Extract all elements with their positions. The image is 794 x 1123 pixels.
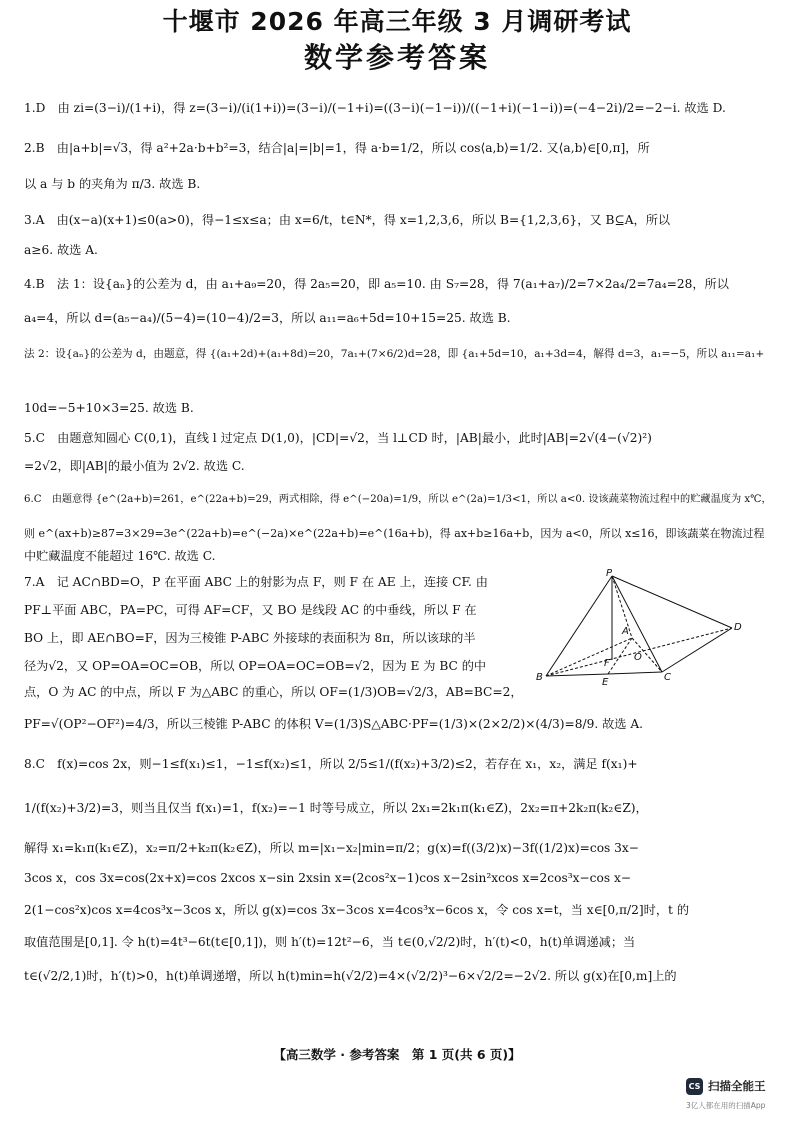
label-P: P [606, 568, 613, 579]
edge-EC [608, 672, 662, 674]
edge-PD [612, 576, 732, 628]
answer-line: 5.C 由题意知圆心 C(0,1)，直线 l 过定点 D(1,0)，|CD|=√2，当 l⊥CD 时，|AB|最小，此时|AB|=2√(4−(√2)²) [24, 431, 652, 445]
label-C: C [664, 672, 671, 683]
label-O: O [634, 652, 642, 663]
answer-line: 3.A 由(x−a)(x+1)≤0(a>0)，得−1≤x≤a；由 x=6/t，t∈N*，得 x=1,2,3,6，所以 B={1,2,3,6}，又 B⊆A，所以 [24, 213, 671, 227]
answer-line: 中贮藏温度不能超过 16℃. 故选 C. [24, 549, 216, 563]
label-E: E [602, 677, 609, 686]
scanner-tagline: 3亿人都在用的扫描App [686, 1101, 766, 1110]
answer-line: 法 2：设{aₙ}的公差为 d，由题意，得 {(a₁+2d)+(a₁+8d)=20，7a₁+(7×6/2)d=28，即 {a₁+5d=10，a₁+3d=4，解得 d=3，a₁=−5，所以 a₁₁=a₁+ [24, 348, 765, 360]
edge-CD [662, 628, 732, 672]
label-D: D [734, 622, 742, 633]
label-B: B [536, 672, 543, 683]
answer-line: 以 a 与 b 的夹角为 π/3. 故选 B. [24, 177, 201, 191]
label-F: F [604, 658, 610, 669]
answer-line: 7.A 记 AC∩BD=O，P 在平面 ABC 上的射影为点 F，则 F 在 AE 上，连接 CF. 由 [24, 575, 488, 589]
answer-line: BO 上，即 AE∩BO=F，因为三棱锥 P-ABC 外接球的表面积为 8π，所以该球的半 [24, 631, 476, 645]
exam-title: 十堰市 2026 年高三年级 3 月调研考试 [162, 7, 632, 36]
camscanner-logo-icon: CS [686, 1078, 703, 1095]
answer-line: 取值范围是[0,1]. 令 h(t)=4t³−6t(t∈[0,1])，则 h′(t)=12t²−6，当 t∈(0,√2/2)时，h′(t)<0，h(t)单调递减；当 [24, 935, 636, 949]
label-A: A [622, 626, 629, 637]
answer-line: PF=√(OP²−OF²)=4/3，所以三棱锥 P-ABC 的体积 V=(1/3)S△ABC·PF=(1/3)×(2×2/2)×(4/3)=8/9. 故选 A. [24, 717, 644, 731]
answer-line: 2.B 由|a+b|=√3，得 a²+2a·b+b²=3，结合|a|=|b|=1，得 a·b=1/2，所以 cos⟨a,b⟩=1/2. 又⟨a,b⟩∈[0,π]，所 [24, 141, 650, 155]
scanner-watermark [686, 1076, 782, 1116]
edge-BE [546, 674, 608, 676]
answer-line: 8.C f(x)=cos 2x，则−1≤f(x₁)≤1，−1≤f(x₂)≤1，所以 2/5≤1/(f(x₂)+3/2)≤2，若存在 x₁，x₂，满足 f(x₁)+ [24, 757, 638, 771]
answer-line: 3cos x，cos 3x=cos(2x+x)=cos 2xcos x−sin 2xsin x=(2cos²x−1)cos x−2sin²xcos x=2cos³x−cos x− [24, 871, 632, 885]
answer-line: 解得 x₁=k₁π(k₁∈Z)，x₂=π/2+k₂π(k₂∈Z)，所以 m=|x₁−x₂|min=π/2；g(x)=f((3/2)x)−3f((1/2)x)=cos 3x− [24, 841, 640, 855]
answer-line: 1.D 由 zi=(3−i)/(1+i)，得 z=(3−i)/(i(1+i))=(3−i)/(−1+i)=((3−i)(−1−i))/((−1+i)(−1−i))=(−4−2i)/2=−2−i. 故选 D. [24, 101, 726, 115]
pyramid-figure [536, 568, 776, 686]
answer-line: t∈(√2/2,1)时，h′(t)>0，h(t)单调递增，所以 h(t)min=h(√2/2)=4×(√2/2)³−6×√2/2=−2√2. 所以 g(x)在[0,m]上的 [24, 969, 677, 983]
answer-line: a≥6. 故选 A. [24, 243, 98, 257]
scanner-name: 扫描全能王 [708, 1079, 766, 1093]
answer-line: 径为√2，又 OP=OA=OC=OB，所以 OP=OA=OC=OB=√2，因为 E 为 BC 的中 [24, 659, 487, 673]
answer-line: 2(1−cos²x)cos x=4cos³x−3cos x，所以 g(x)=cos 3x−3cos x=4cos³x−6cos x，令 cos x=t，当 x∈[0,π/2]时，t 的 [24, 903, 690, 917]
page-footer: 【高三数学 · 参考答案 第 1 页(共 6 页)】 [273, 1047, 521, 1062]
answer-line: PF⊥平面 ABC，PA=PC，可得 AF=CF，又 BO 是线段 AC 的中垂线，所以 F 在 [24, 603, 477, 617]
answer-line: 10d=−5+10×3=25. 故选 B. [24, 401, 194, 415]
answer-line: 6.C 由题意得 {e^(2a+b)=261，e^(22a+b)=29，两式相除，得 e^(−20a)=1/9，所以 e^(2a)=1/3<1，所以 a<0. 设该蔬菜物流过程中的贮藏温度为 x℃， [24, 494, 772, 505]
answer-line: 则 e^(ax+b)≥87=3×29=3e^(22a+b)=e^(−2a)×e^(22a+b)=e^(16a+b)，得 ax+b≥16a+b，因为 a<0，所以 x≤16，即该蔬菜在物流过程 [24, 527, 765, 540]
answer-line: 1/(f(x₂)+3/2)=3，则当且仅当 f(x₁)=1，f(x₂)=−1 时等号成立，所以 2x₁=2k₁π(k₁∈Z)，2x₂=π+2k₂π(k₂∈Z)， [24, 801, 648, 815]
answer-line: =2√2，即|AB|的最小值为 2√2. 故选 C. [24, 459, 245, 473]
answer-line: 4.B 法 1：设{aₙ}的公差为 d，由 a₁+a₉=20，得 2a₅=20，即 a₅=10. 由 S₇=28，得 7(a₁+a₇)/2=7×2a₄/2=7a₄=28，所以 [24, 277, 729, 291]
answer-subtitle: 数学参考答案 [303, 41, 490, 74]
answer-line: 点，O 为 AC 的中点，所以 F 为△ABC 的重心，所以 OF=(1/3)OB=√2/3，AB=BC=2， [24, 685, 523, 699]
answer-line: a₄=4，所以 d=(a₅−a₄)/(5−4)=(10−4)/2=3，所以 a₁₁=a₆+5d=10+15=25. 故选 B. [24, 311, 511, 325]
